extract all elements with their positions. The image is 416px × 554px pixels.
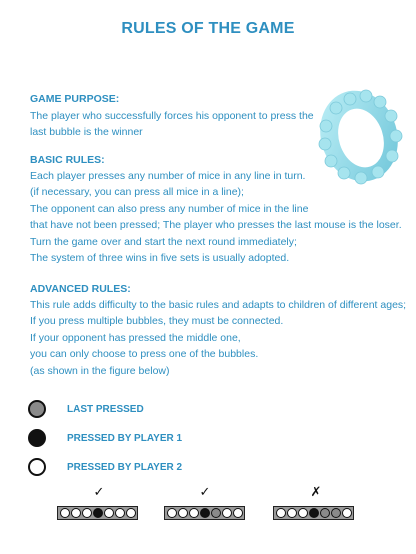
advanced-rules-text — [30, 297, 406, 379]
legend-label: PRESSED BY PLAYER 2 — [67, 461, 183, 473]
bubble-p2 — [342, 508, 352, 518]
bubble-p2 — [82, 508, 92, 518]
example-strip-valid-2 — [164, 506, 245, 520]
bubble-p1 — [93, 508, 103, 518]
bubble-p2 — [126, 508, 136, 518]
paragraph-line: last bubble is the winner — [30, 126, 143, 139]
white-circle-icon — [28, 458, 46, 476]
page-title: RULES OF THE GAME — [121, 20, 295, 37]
bubble-p2 — [60, 508, 70, 518]
bubble-p2 — [233, 508, 243, 518]
legend-label: PRESSED BY PLAYER 1 — [67, 432, 183, 444]
paragraph-line: Turn the game over and start the next round immediately; — [30, 235, 297, 248]
bubble-p1 — [309, 508, 319, 518]
legend-last-pressed — [28, 398, 144, 420]
bubble-last — [211, 508, 221, 518]
paragraph-line: Each player presses any number of mice in any line in turn. — [30, 170, 306, 182]
bubble-p2 — [287, 508, 297, 518]
bubble-p2 — [189, 508, 199, 518]
example-strip-invalid — [273, 506, 354, 520]
paragraph-line: The opponent can also press any number of mice in the line — [30, 202, 309, 215]
bubble-p1 — [200, 508, 210, 518]
paragraph-line: If your opponent has pressed the middle one, — [30, 331, 241, 344]
legend-player-1 — [28, 427, 182, 449]
black-circle-icon — [28, 429, 46, 447]
bubble-p2 — [276, 508, 286, 518]
paragraph-line: (if necessary, you can press all mice in a line); — [30, 186, 244, 199]
paragraph-line: This rule adds difficulty to the basic rules and adapts to children of different ages; — [30, 299, 407, 311]
gray-circle-icon — [28, 400, 46, 418]
legend-label: LAST PRESSED — [67, 403, 144, 415]
bubble-p2 — [178, 508, 188, 518]
bubble-p2 — [71, 508, 81, 518]
bubble-p2 — [222, 508, 232, 518]
paragraph-line: that have not been pressed; The player who presses the last mouse is the loser. — [30, 219, 402, 232]
advanced-rules-heading: ADVANCED RULES: — [30, 283, 131, 295]
paragraph-line: The player who successfully forces his opponent to press the — [30, 110, 314, 122]
bubble-last — [331, 508, 341, 518]
bubble-p2 — [104, 508, 114, 518]
paragraph-line: you can only choose to press one of the bubbles. — [30, 348, 259, 361]
bubble-p2 — [298, 508, 308, 518]
paragraph-line: If you press multiple bubbles, they must be connected. — [30, 315, 284, 328]
paragraph-line: (as shown in the figure below) — [30, 364, 170, 377]
cross-icon: ✗ — [310, 484, 322, 499]
example-strip-valid-1 — [57, 506, 138, 520]
check-icon: ✓ — [199, 484, 211, 499]
check-icon: ✓ — [93, 484, 105, 499]
bubble-last — [320, 508, 330, 518]
basic-rules-heading: BASIC RULES: — [30, 154, 105, 166]
basic-rules-text — [30, 168, 402, 266]
legend-player-2 — [28, 456, 182, 478]
game-purpose-text — [30, 108, 314, 141]
game-purpose-heading: GAME PURPOSE: — [30, 93, 120, 105]
bubble-p2 — [167, 508, 177, 518]
paragraph-line: The system of three wins in five sets is usually adopted. — [30, 252, 290, 265]
bubble-p2 — [115, 508, 125, 518]
